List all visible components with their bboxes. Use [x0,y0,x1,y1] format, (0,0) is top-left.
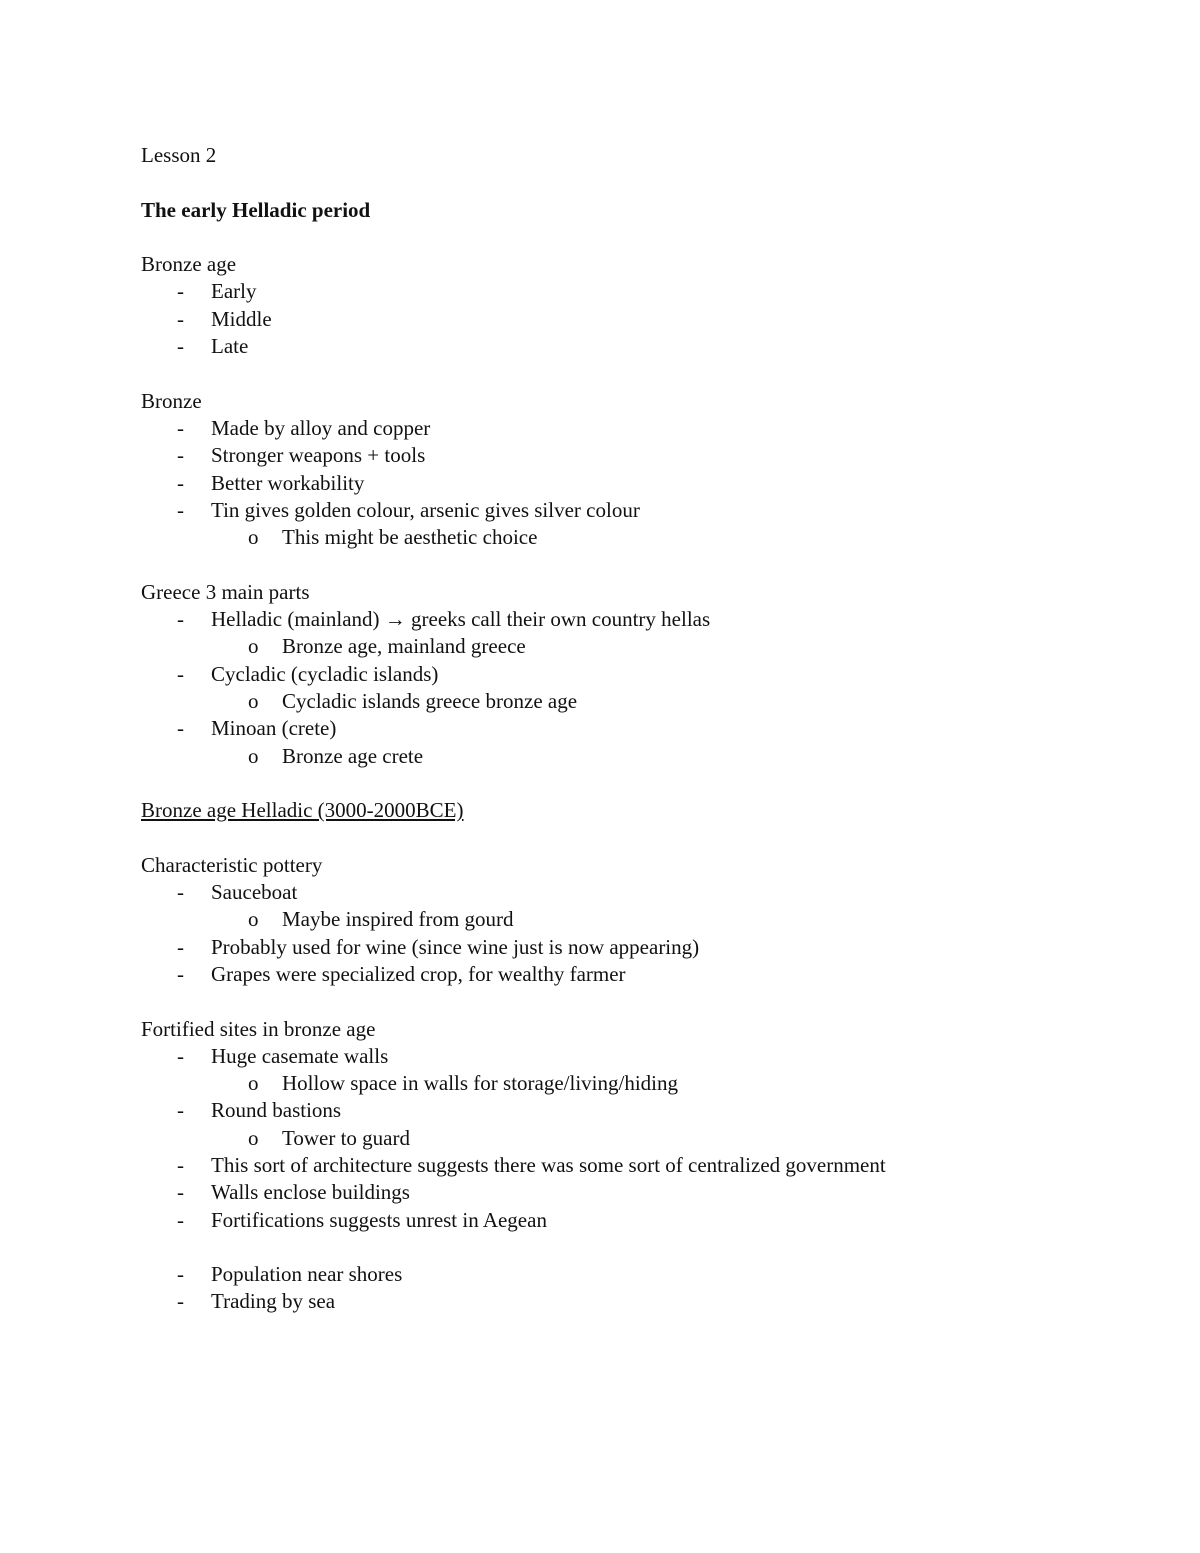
list-item-text: Population near shores [211,1262,403,1287]
list-item-text: This sort of architecture suggests there was some sort of centralized government [211,1152,886,1177]
dash-marker: - [177,1043,184,1068]
sub-list-item [141,906,1141,933]
bronze-age-heading: Bronze age [141,252,237,277]
section-heading: Bronze age Helladic (3000-2000BCE) [141,798,464,823]
list-item [141,1261,1141,1288]
list-item-text: Middle [211,306,272,331]
list-item-text: Better workability [211,470,365,495]
sub-list-item-text: This might be aesthetic choice [282,525,538,550]
dash-marker: - [177,1207,184,1232]
list-item-text: Probably used for wine (since wine just is now appearing) [211,934,700,959]
list-item [141,1043,1141,1070]
list-item [141,1207,1141,1234]
sub-list-item [141,688,1141,715]
sub-list-item-text: Hollow space in walls for storage/living/hiding [282,1071,679,1096]
list-item [141,661,1141,688]
document-page [141,142,1141,1316]
dash-marker: - [177,1262,184,1287]
sub-list-item [141,1125,1141,1152]
list-item [141,934,1141,961]
dash-marker: - [177,1289,184,1314]
helladic-note: greeks call their own country hellas [411,607,711,632]
circle-marker: o [248,1125,259,1150]
sub-list-item-text: Bronze age, mainland greece [282,634,526,659]
list-item [141,470,1141,497]
list-item-text: Grapes were specialized crop, for wealthy farmer [211,961,626,986]
dash-marker: - [177,306,184,331]
sub-list-item [141,1070,1141,1097]
list-item [141,1152,1141,1179]
sub-list-item-text: Tower to guard [282,1125,410,1150]
sub-list-item [141,524,1141,551]
dash-marker: - [177,880,184,905]
dash-marker: - [177,1180,184,1205]
list-item [141,278,1141,305]
dash-marker: - [177,1152,184,1177]
list-item-text: Walls enclose buildings [211,1180,410,1205]
sub-list-item [141,743,1141,770]
list-item-text: Late [211,334,249,359]
list-item [141,961,1141,988]
list-item [141,1179,1141,1206]
dash-marker: - [177,716,184,741]
sub-list-item [141,633,1141,660]
list-item [141,606,1141,633]
fortified-heading: Fortified sites in bronze age [141,1016,376,1041]
dash-marker: - [177,961,184,986]
greece-heading: Greece 3 main parts [141,579,310,604]
list-item [141,497,1141,524]
sub-list-item-text: Cycladic islands greece bronze age [282,688,578,713]
list-item [141,879,1141,906]
circle-marker: o [248,688,259,713]
list-item-text: Trading by sea [211,1289,336,1314]
list-item-text: Fortifications suggests unrest in Aegean [211,1207,547,1232]
list-item [141,442,1141,469]
list-item [141,1097,1141,1124]
lesson-label: Lesson 2 [141,143,217,167]
dash-marker: - [177,279,184,304]
list-item-text: Cycladic (cycladic islands) [211,661,439,686]
list-item [141,415,1141,442]
dash-marker: - [177,607,184,632]
list-item [141,1288,1141,1315]
sub-list-item-text: Bronze age crete [282,743,424,768]
sub-list-item-text: Maybe inspired from gourd [282,907,514,932]
dash-marker: - [177,443,184,468]
right-arrow-icon: → [384,607,406,632]
list-item [141,715,1141,742]
list-item-text: Sauceboat [211,880,298,905]
circle-marker: o [248,634,259,659]
list-item-text: Early [211,279,257,304]
list-item-text: Round bastions [211,1098,342,1123]
page-title: The early Helladic period [141,197,371,222]
helladic-label: Helladic (mainland) [211,607,380,632]
list-item [141,306,1141,333]
bronze-heading: Bronze [141,388,202,413]
dash-marker: - [177,661,184,686]
dash-marker: - [177,1098,184,1123]
circle-marker: o [248,525,259,550]
list-item-text: Made by alloy and copper [211,415,431,440]
dash-marker: - [177,934,184,959]
list-item-text [211,606,710,633]
list-item [141,333,1141,360]
pottery-heading: Characteristic pottery [141,852,323,877]
dash-marker: - [177,497,184,522]
dash-marker: - [177,334,184,359]
dash-marker: - [177,415,184,440]
circle-marker: o [248,1071,259,1096]
circle-marker: o [248,743,259,768]
list-item-text: Minoan (crete) [211,716,337,741]
list-item-text: Stronger weapons + tools [211,443,426,468]
circle-marker: o [248,907,259,932]
list-item-text: Tin gives golden colour, arsenic gives silver colour [211,497,640,522]
list-item-text: Huge casemate walls [211,1043,389,1068]
dash-marker: - [177,470,184,495]
